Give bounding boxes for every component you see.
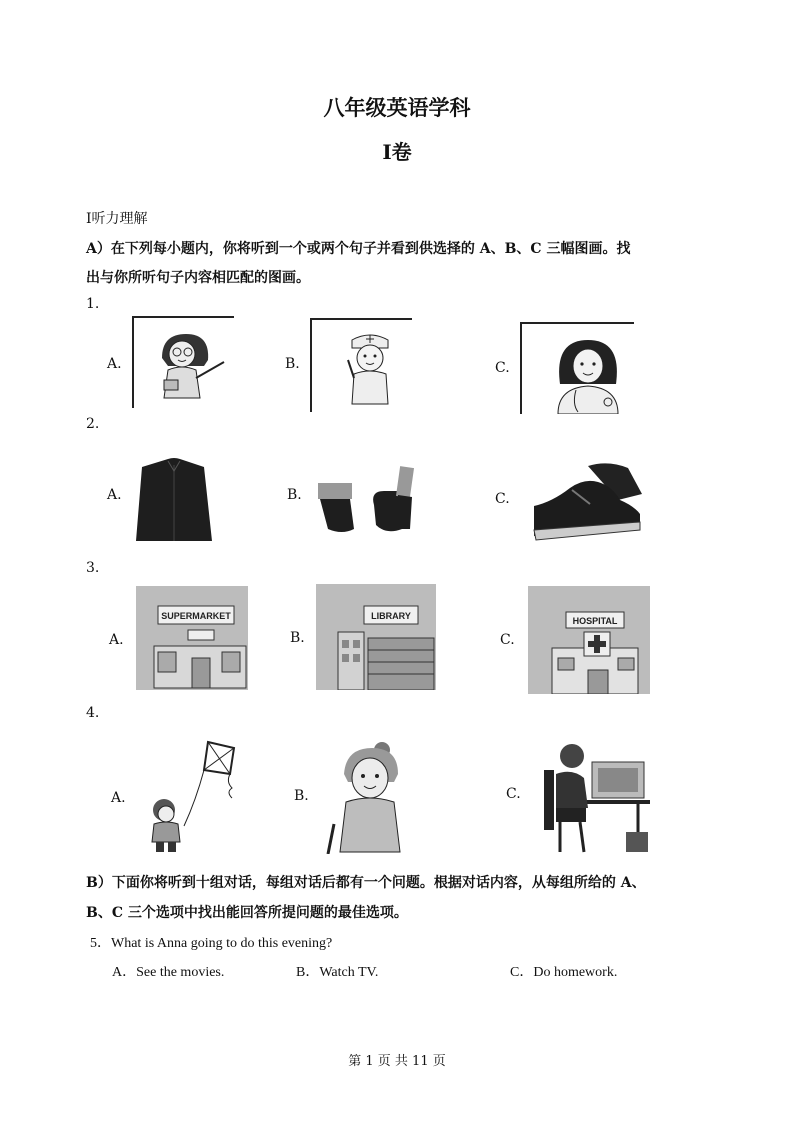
option-image-frame [132, 316, 234, 408]
option-label: A. [107, 356, 122, 372]
part-b-instruction-2: B、C 三个选项中找出能回答所提问题的最佳选项。 [86, 905, 408, 921]
kite-flying-illustration-icon [142, 738, 246, 854]
option-image [316, 584, 436, 690]
question-number: 4. [86, 705, 100, 721]
elderly-woman-illustration-icon [324, 738, 408, 854]
building-sign: SUPERMARKET [161, 611, 231, 621]
option-image [136, 586, 248, 690]
option-label: A. [109, 632, 124, 648]
option-image [316, 465, 416, 535]
nurse-illustration-icon [312, 320, 412, 412]
option-image [142, 738, 246, 854]
option-label: A. [111, 790, 126, 806]
supermarket-building-icon [136, 586, 248, 690]
option-label: B. [294, 788, 309, 804]
hospital-building-icon [528, 586, 650, 694]
question-number: 1. [86, 296, 100, 312]
question-5-option-a[interactable]: A．See the movies. [112, 965, 225, 980]
page-title: 八年级英语学科 [323, 95, 471, 120]
question-5-text: 5．What is Anna going to do this evening? [90, 936, 333, 951]
part-b-instruction-1: B）下面你将听到十组对话，每组对话后都有一个问题。根据对话内容，从每组所给的 A、 [86, 875, 646, 891]
coat-photo-icon [134, 457, 214, 543]
doctor-illustration-icon [522, 324, 634, 414]
option-image [528, 586, 650, 694]
question-5-option-b[interactable]: B．Watch TV. [296, 965, 379, 980]
question-number: 2. [86, 416, 100, 432]
question-number: 3. [86, 560, 100, 576]
page-subtitle: I卷 [382, 140, 412, 164]
part-a-instruction-2: 出与你所听句子内容相匹配的图画。 [86, 270, 310, 286]
sneakers-photo-icon [528, 460, 644, 542]
option-label: B. [290, 630, 305, 646]
page-number: 第 1 页 共 11 页 [348, 1054, 446, 1069]
option-label: A. [107, 487, 122, 503]
building-sign: HOSPITAL [572, 616, 618, 626]
option-image [324, 738, 408, 854]
option-image [528, 460, 644, 542]
section-heading: I听力理解 [86, 211, 148, 227]
part-a-instruction-1: A）在下列每小题内，你将听到一个或两个句子并看到供选择的 A、B、C 三幅图画。找 [86, 241, 631, 257]
option-image-frame [310, 318, 412, 412]
library-building-icon [316, 584, 436, 690]
option-label: B. [285, 356, 300, 372]
question-5-option-c[interactable]: C．Do homework. [510, 965, 618, 980]
option-label: B. [287, 487, 302, 503]
option-label: C. [500, 632, 515, 648]
option-label: C. [495, 491, 510, 507]
teacher-illustration-icon [134, 318, 234, 408]
option-image [134, 457, 214, 543]
option-image [540, 740, 650, 854]
gloves-photo-icon [316, 465, 416, 535]
computer-desk-photo-icon [540, 740, 650, 854]
option-label: C. [506, 786, 521, 802]
option-image-frame [520, 322, 634, 414]
option-label: C. [495, 360, 510, 376]
building-sign: LIBRARY [371, 611, 411, 621]
